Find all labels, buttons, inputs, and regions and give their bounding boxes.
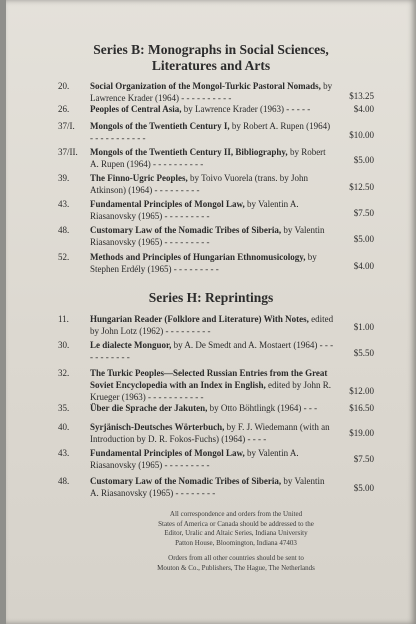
entry-text [90,313,334,337]
entry-text [90,146,334,170]
entry-title: Customary Law of the Nomadic Tribes of Siberia, [90,225,282,235]
entry-title: Fundamental Principles of Mongol Law, [90,448,245,458]
entry-author: by Robert A. Rupen (1964) - - - - - - - - - - [90,147,326,169]
footer-line: Orders from all other countries should be sent to [168,554,304,562]
entry-number: 48. [58,476,70,486]
footer-line: Patton House, Bloomington, Indiana 47403 [175,538,297,547]
entry-price: $13.25 [349,91,374,101]
entry-number: 26. [58,104,70,114]
entry-text [90,402,334,414]
entry-title: The Finno-Ugric Peoples, [90,173,188,183]
entry-title: Peoples of Central Asia, [90,104,182,114]
entry-price: $7.50 [353,208,374,218]
entry-price: $4.00 [353,104,374,114]
entry-number: 52. [58,252,70,262]
entry-author: by Robert A. Rupen (1964) - - - - - - - - - - - [90,121,331,143]
entry-number: 32. [58,368,70,378]
entry-price: $1.00 [353,322,374,332]
entry-text [90,367,334,403]
entry-author: by Valentin A. Riasanovsky (1965) - - - - - - - - [90,476,325,498]
entry-number: 48. [58,225,70,235]
entry-price: $7.50 [353,454,374,464]
footer-line: Editor, Uralic and Altaic Series, Indiana University [164,529,308,537]
entry-title: Hungarian Reader (Folklore and Literature) With Notes, [90,314,309,324]
entry-number: 30. [58,340,70,350]
entry-number: 40. [58,422,70,432]
entry-title: Syrjänisch-Deutsches Wörterbuch, [90,422,225,432]
entry-number: 43. [58,199,70,209]
entry-text [90,475,334,499]
series-b-heading: Series B: Monographs in Social Sciences, [93,42,329,57]
entry-title: Methods and Principles of Hungarian Ethnomusicology, [90,252,306,262]
us-orders-note [106,510,366,548]
entry-price: $4.00 [353,261,374,271]
entry-text [90,120,334,144]
entry-number: 11. [58,314,69,324]
entry-author: by Otto Böhtlingk (1964) - - - [209,403,318,413]
entry-title: Social Organization of the Mongol-Turkic Pastoral Nomads, [90,81,321,91]
entry-text [90,339,334,363]
entry-text [90,421,334,445]
catalog-page [6,0,416,624]
entry-author: by Valentin Riasanovsky (1965) - - - - - - - - - [90,225,325,247]
entry-number: 39. [58,173,70,183]
footer-line: All correspondence and orders from the United [169,510,303,518]
footer-line: States of America or Canada should be addressed to the [158,519,314,528]
entry-title: Customary Law of the Nomadic Tribes of Siberia, [90,476,282,486]
entry-author: by Lawrence Krader (1964) - - - - - - - - - - [90,81,333,103]
entry-text [90,80,334,104]
entry-price: $5.00 [353,234,374,244]
entry-text [90,447,334,471]
entry-author: edited by John Lotz (1962) - - - - - - - - - [90,314,334,336]
entry-number: 35. [58,403,70,413]
entry-price: $19.00 [349,428,374,438]
entry-price: $10.00 [349,130,374,140]
entry-number: 43. [58,448,70,458]
entry-author: by A. De Smedt and A. Mostaert (1964) - - - - - - - - - - - [90,340,334,362]
entry-title: The Turkic Peoples—Selected Russian Entries from the Great Soviet Encyclopedia with an Index in English, [90,368,328,390]
entry-author: by Valentin A. Riasanovsky (1965) - - - - - - - - - [90,448,299,470]
entry-title: Fundamental Principles of Mongol Law, [90,199,245,209]
entry-author: by F. J. Wiedemann (with an Introduction by D. R. Fokos-Fuchs) (1964) - - - - [90,422,330,444]
entry-price: $12.00 [349,386,374,396]
entry-price: $5.00 [353,483,374,493]
entry-number: 37/II. [58,147,78,157]
entry-title: Mongols of the Twentieth Century I, [90,121,230,131]
entry-text [90,224,334,248]
entry-text [90,251,334,275]
entry-author: by Valentin A. Riasanovsky (1965) - - - - - - - - - [90,199,299,221]
entry-price: $5.00 [353,155,374,165]
entry-title: Über die Sprache der Jakuten, [90,403,208,413]
entry-author: by Stephen Erdély (1965) - - - - - - - - - [90,252,317,274]
entry-number: 37/I. [58,121,75,131]
entry-author: by Lawrence Krader (1963) - - - - - [183,104,311,114]
intl-orders-note [106,554,366,573]
entry-price: $12.50 [349,182,374,192]
entry-number: 20. [58,81,70,91]
footer-line: Mouton & Co., Publishers, The Hague, The Netherlands [157,563,315,572]
entry-author: by Toivo Vuorela (trans. by John Atkinson) (1964) - - - - - - - - - [90,173,308,195]
entry-author: edited by John R. Krueger (1963) - - - - - - - - - - - [90,380,332,402]
series-b-heading-line2: Literatures and Arts [151,58,271,73]
entry-text [90,103,334,115]
entry-text [90,198,334,222]
entry-title: Mongols of the Twentieth Century II, Bibliography, [90,147,288,157]
entry-price: $16.50 [349,403,374,413]
entry-text [90,172,334,196]
entry-title: Le dialecte Monguor, [90,340,172,350]
entry-price: $5.50 [353,348,374,358]
series-h-heading: Series H: Reprintings [148,290,274,305]
